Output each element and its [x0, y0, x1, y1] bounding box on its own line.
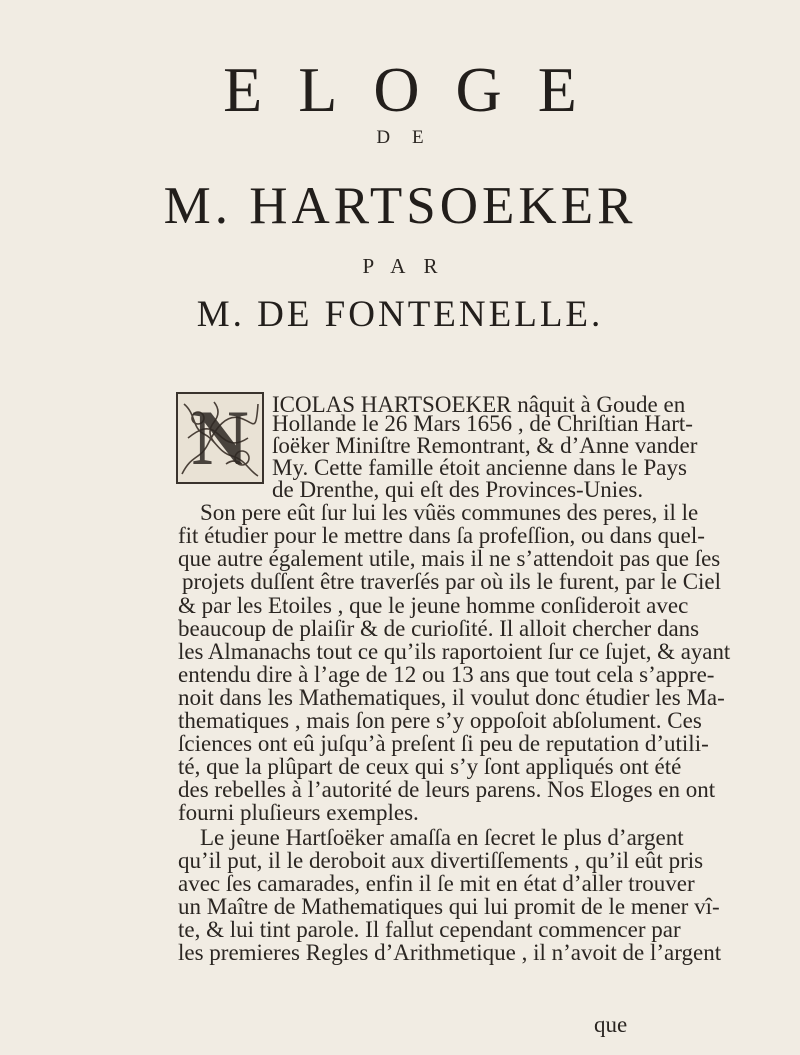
text-line: beaucoup de plaiſir & de curioſité. Il alloit chercher dans	[178, 616, 700, 641]
heading-eloge: ELOGE	[223, 54, 613, 125]
text-line: ſciences ont eû juſqu’à preſent ſi peu de reputation d’utili-	[178, 731, 709, 756]
text-line: té, que la plûpart de ceux qui s’y ſont appliqués ont été	[178, 754, 682, 779]
ornamental-initial-icon	[176, 392, 264, 484]
text-line: te, & lui tint parole. Il fallut cependant commencer par	[178, 917, 681, 942]
text-line: les premieres Regles d’Arithmetique , il n’avoit de l’argent	[178, 940, 722, 965]
text-line: ICOLAS HARTSOEKER nâquit à Goude en	[272, 392, 686, 417]
text-line: noit dans les Mathematiques, il voulut donc étudier les Ma-	[178, 685, 725, 710]
text-line: avec ſes camarades, enfin il ſe mit en état d’aller trouver	[178, 871, 695, 896]
dropcap-letter: N	[191, 394, 249, 481]
heading-subject: M. HARTSOEKER	[163, 177, 637, 235]
text-line: Hollande le 26 Mars 1656 , de Chriſtian Hart-	[272, 411, 693, 436]
text-line: un Maître de Mathematiques qui lui promit de le mener vî-	[178, 894, 720, 919]
catchword: que	[594, 1012, 628, 1037]
text-line: qu’il put, il le deroboit aux divertiſſements , qu’il eût pris	[178, 848, 704, 873]
text-line: fit étudier pour le mettre dans ſa profeſſion, ou dans quel-	[178, 523, 705, 548]
heading-de: DE	[376, 127, 446, 148]
text-line: My. Cette famille étoit ancienne dans le Pays	[272, 455, 687, 480]
heading-author: M. DE FONTENELLE.	[196, 294, 604, 335]
text-line: des rebelles à l’autorité de leurs parens. Nos Eloges en ont	[178, 777, 716, 802]
text-line: entendu dire à l’age de 12 ou 13 ans que tout cela s’appre-	[178, 662, 715, 687]
heading-par: PAR	[362, 254, 456, 278]
text-line: de Drenthe, qui eſt des Provinces-Unies.	[272, 477, 644, 502]
text-line: fourni pluſieurs exemples.	[178, 800, 419, 825]
text-line: Son pere eût ſur lui les vûës communes des peres, il le	[200, 500, 699, 525]
text-line: projets duſſent être traverſés par où ils le furent, par le Ciel	[182, 569, 722, 594]
text-line: Le jeune Hartſoëker amaſſa en ſecret le plus d’argent	[200, 825, 684, 850]
text-line: ſoëker Miniſtre Remontrant, & d’Anne vander	[272, 433, 698, 458]
text-line: que autre également utile, mais il ne s’attendoit pas que ſes	[178, 546, 721, 571]
text-line: les Almanachs tout ce qu’ils raportoient ſur ce ſujet, & ayant	[178, 639, 731, 664]
text-line: thematiques , mais ſon pere s’y oppoſoit abſolument. Ces	[178, 708, 702, 733]
text-line: & par les Etoiles , que le jeune homme conſideroit avec	[178, 593, 689, 618]
